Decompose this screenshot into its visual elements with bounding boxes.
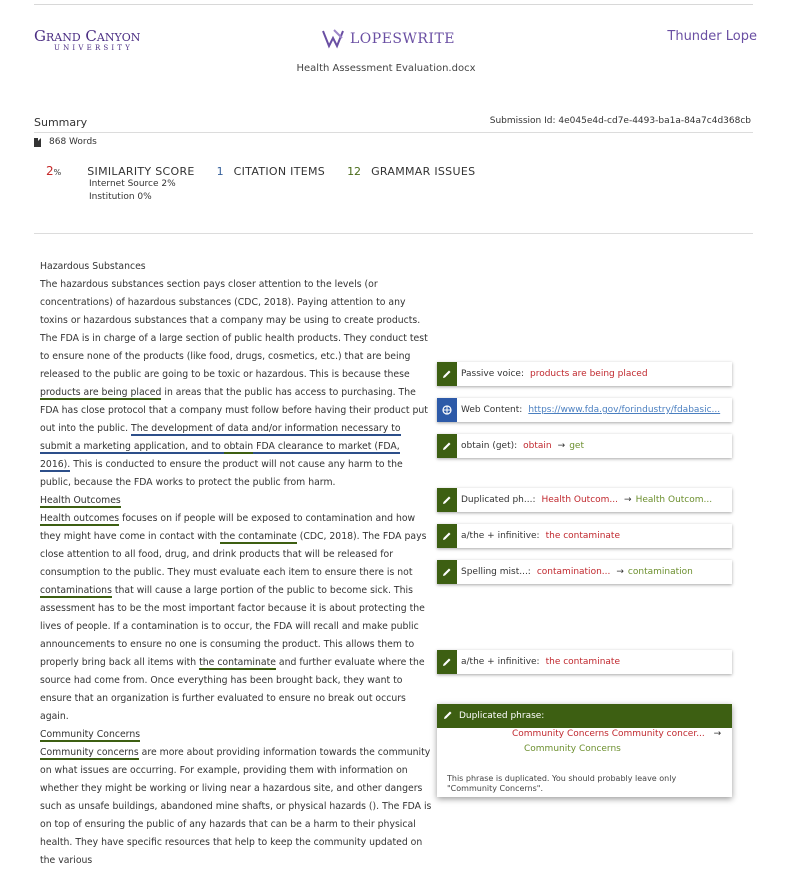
text-run: and further evaluate where the source had come from. Once everything has been brought back, they want to ensure that an organization is further evaluated to ensure no break out occurs again. (40, 657, 425, 722)
suggestion-duplicated-community-expanded[interactable] (437, 704, 732, 797)
text-run: that will cause a large portion of the public to become sick. This assessment has to be the most important factor because it is about protecting the lives of people. If a contamination is to occur, the FDA will recall and make public announcements to ensure no one is consuming the product. This allows them to properly bring back all items with (40, 585, 425, 668)
gcu-logo-line1: Grand Canyon (34, 27, 141, 45)
highlight-duplicated-health[interactable]: Health outcomes (40, 513, 120, 524)
citation-text: The development of data and/or information necessary to submit a marketing application, and to (40, 423, 401, 452)
suggestion-replacement: Health Outcom... (635, 495, 713, 505)
heading-hazardous: Hazardous Substances (40, 261, 146, 272)
suggestion-passive-voice[interactable] (437, 362, 732, 386)
institution-source: Institution 0% (89, 192, 152, 202)
suggestion-original: Health Outcom... (541, 495, 619, 505)
expanded-suggestion-replacement[interactable]: Community Concerns (524, 744, 621, 754)
expanded-suggestion-label: Duplicated phrase: (459, 711, 545, 721)
similarity-unit: % (53, 168, 62, 177)
document-icon (34, 138, 41, 147)
suggestion-label: a/the + infinitive: (461, 657, 540, 667)
suggestion-original: obtain (523, 441, 552, 451)
highlight-spelling[interactable]: contaminations (40, 585, 112, 596)
grammar-label[interactable]: GRAMMAR ISSUES (371, 165, 476, 178)
lopeswrite-logo (320, 28, 455, 50)
citation-label[interactable]: CITATION ITEMS (233, 165, 326, 178)
expanded-suggestion-original: Community Concerns Community concer... (512, 729, 705, 739)
lopeswrite-title: LOPESWRITE (350, 31, 456, 47)
citation-text: FDA clearance to market (FDA, 2016). (40, 441, 400, 470)
gcu-logo-line2: UNIVERSITY (54, 44, 134, 52)
text-run: (CDC, 2018). The FDA pays close attention to all food, drug, and drink products that will be released for consumption to the public. They must evaluate each item to ensure there is not (40, 531, 427, 578)
highlight-duplicated-community[interactable]: Community concerns (40, 747, 139, 758)
submission-id: Submission Id: 4e045e4d-cd7e-4493-ba1a-84a7c4d368cb (489, 116, 751, 126)
highlight-passive-voice[interactable]: products are being placed (40, 387, 162, 398)
pencil-icon (437, 650, 457, 674)
highlight-obtain[interactable]: obtain (223, 441, 254, 452)
heading-community (40, 726, 432, 744)
expanded-suggestion-original-row (512, 729, 721, 739)
suggestion-label: Duplicated ph...: (461, 495, 536, 505)
highlight-heading-community[interactable]: Community Concerns (40, 729, 141, 740)
suggestion-web-content[interactable] (437, 398, 732, 422)
suggestion-label: Passive voice: (461, 369, 524, 379)
document-body (40, 258, 432, 870)
suggestion-original: contamination... (536, 567, 611, 577)
arrow-right-icon: → (557, 441, 566, 451)
lopeswrite-icon (320, 28, 346, 50)
citation-count[interactable]: 1 (216, 165, 224, 178)
highlight-contaminate-1[interactable]: the contaminate (219, 531, 297, 542)
suggestion-replacement: get (569, 441, 584, 451)
globe-icon (437, 398, 457, 422)
suggestion-original: the contaminate (545, 531, 620, 541)
text-run: are more about providing information towards the community on what issues are occurring. For example, providing them with information on whether they might be working or living near a hazardous site, and other dangers such as unsafe buildings, abandoned mine shafts, or physical hazards (). The FDA is on top of ensuring the public of any hazards that can be a harm to their physical health. They have specific resources that help to keep the community updated on the various (40, 747, 432, 866)
pencil-icon (437, 560, 457, 584)
pencil-icon (443, 710, 453, 723)
paragraph-hazardous (40, 276, 432, 492)
word-count (34, 137, 97, 147)
pencil-icon (437, 434, 457, 458)
top-divider (34, 4, 753, 5)
summary-divider (34, 132, 753, 133)
pencil-icon (437, 488, 457, 512)
suggestion-replacement: contamination (627, 567, 693, 577)
internet-source: Internet Source 2% (89, 179, 176, 189)
expanded-suggestion-header[interactable] (437, 704, 732, 728)
suggestion-label: Spelling mist...: (461, 567, 531, 577)
word-count-text: 868 Words (49, 137, 97, 147)
suggestion-original: products are being placed (530, 369, 648, 379)
paragraph-health-outcomes (40, 510, 432, 726)
gcu-logo (34, 28, 140, 53)
similarity-breakdown (89, 178, 176, 204)
text-run: The hazardous substances section pays closer attention to the levels (or concentrations) of hazardous substances (CDC, 2018). Paying attention to any toxins or hazardous substances that a company may be using to create products. The FDA is in charge of a large section of public health products. They conduct test to ensure none of the products (like food, drugs, cosmetics, etc.) that are being released to the public are going to be toxic or hazardous. This is because these (40, 279, 428, 380)
grammar-count[interactable]: 12 (347, 165, 362, 178)
text-run: focuses on if people will be exposed to contamination and how they might have come in contact with (40, 513, 416, 542)
arrow-right-icon: → (616, 567, 624, 577)
suggestion-infinitive-1[interactable] (437, 524, 732, 548)
document-name: Health Assessment Evaluation.docx (296, 63, 476, 74)
expanded-suggestion-description: This phrase is duplicated. You should probably leave only "Community Concerns". (447, 774, 677, 793)
score-row (46, 164, 475, 178)
suggestion-duplicated-health[interactable] (437, 488, 732, 512)
suggestion-obtain[interactable] (437, 434, 732, 458)
summary-bottom-divider (34, 233, 753, 234)
pencil-icon (437, 524, 457, 548)
summary-title: Summary (34, 116, 88, 129)
suggestion-original: the contaminate (545, 657, 620, 667)
suggestion-label: obtain (get): (461, 441, 518, 451)
source-link[interactable]: https://www.fda.gov/forindustry/fdabasic... (528, 405, 721, 415)
similarity-value[interactable]: 2 (46, 164, 54, 178)
suggestion-label: Web Content: (461, 405, 523, 415)
suggestion-label: a/the + infinitive: (461, 531, 540, 541)
highlight-heading-health[interactable]: Health Outcomes (40, 495, 121, 506)
suggestion-infinitive-2[interactable] (437, 650, 732, 674)
paragraph-community (40, 744, 432, 870)
arrow-right-icon: → (624, 495, 632, 505)
highlight-contaminate-2[interactable]: the contaminate (199, 657, 276, 668)
similarity-label[interactable]: SIMILARITY SCORE (87, 165, 195, 178)
arrow-right-icon: → (713, 729, 722, 739)
text-run: This is conducted to ensure the product will not cause any harm to the public, because the FDA works to protect the public from harm. (40, 459, 403, 488)
user-name[interactable]: Thunder Lope (667, 29, 757, 44)
pencil-icon (437, 362, 457, 386)
heading-health-outcomes (40, 492, 432, 510)
text-run: in areas that the public has access to purchasing. The FDA has close protocol that a company must follow before having their product put out into the public. (40, 387, 428, 434)
suggestion-spelling[interactable] (437, 560, 732, 584)
